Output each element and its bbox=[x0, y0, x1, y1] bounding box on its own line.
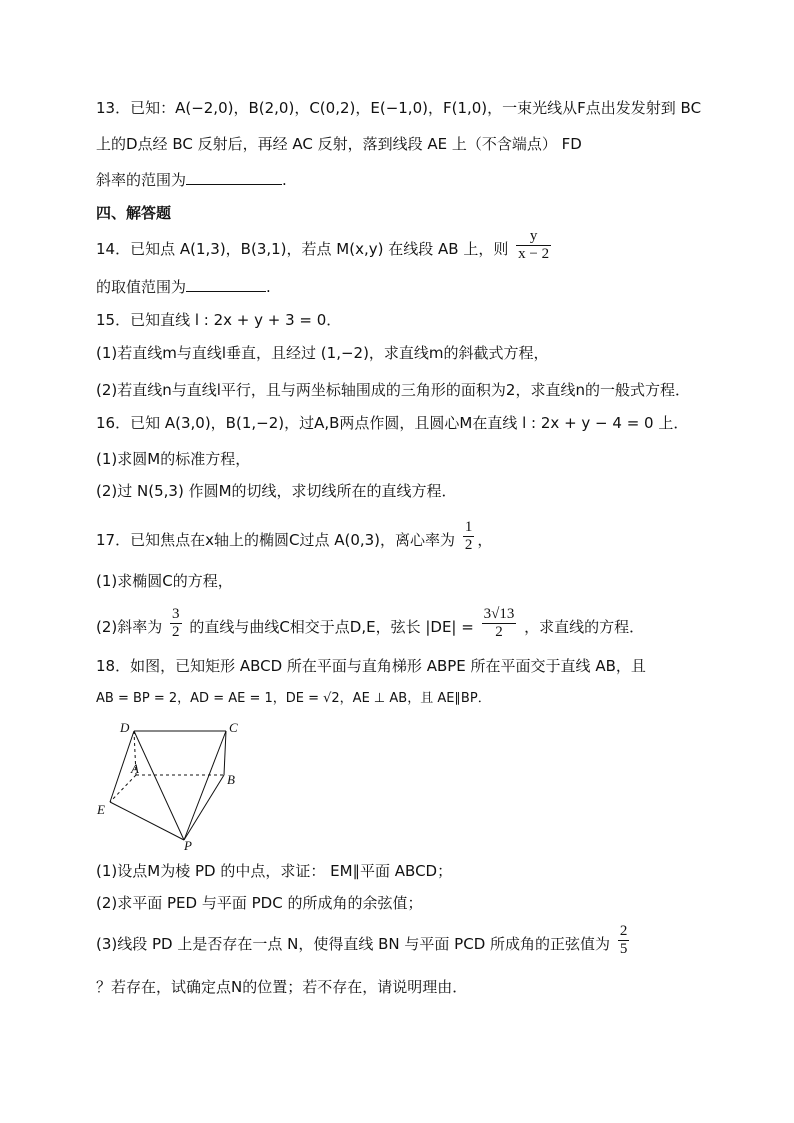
geometry-figure bbox=[92, 714, 252, 854]
q18-stem1: 18．如图，已知矩形 ABCD 所在平面与直角梯形 ABPE 所在平面交于直线 AB，且 bbox=[96, 657, 646, 675]
answer-blank bbox=[186, 170, 282, 185]
q17-part2 bbox=[96, 606, 645, 641]
q17-chord-den: 2 bbox=[482, 623, 517, 641]
q17-slope-den: 2 bbox=[172, 624, 180, 640]
q14-frac-num: y bbox=[529, 228, 538, 244]
q18-part3-a: (3)线段 PD 上是否存在一点 N，使得直线 BN 与平面 PCD 所成角的正弦值为 bbox=[96, 935, 611, 953]
q18-part3-cont: ？若存在，试确定点N的位置；若不存在，请说明理由． bbox=[96, 978, 468, 996]
q16-stem: 16．已知 A(3,0)，B(1,−2)，过A,B两点作圆，且圆心M在直线 l : 2x + y − 4 = 0 上． bbox=[96, 414, 689, 432]
edge-EP bbox=[110, 802, 184, 840]
q18-sin-fraction bbox=[618, 923, 630, 958]
q14-line2-text: 的取值范围为 bbox=[96, 278, 187, 296]
label-B: B bbox=[227, 772, 235, 787]
q15-part1: (1)若直线m与直线l垂直，且经过 (1,−2)，求直线m的斜截式方程， bbox=[96, 344, 549, 362]
q17-part2-c: ，求直线的方程． bbox=[524, 618, 645, 636]
q17-part1: (1)求椭圆C的方程， bbox=[96, 572, 233, 590]
edge-BP bbox=[184, 775, 224, 840]
q15-part2: (2)若直线n与直线l平行，且与两坐标轴围成的三角形的面积为2，求直线n的一般式方程． bbox=[96, 381, 690, 399]
q17-stem: 17．已知焦点在x轴上的椭圆C过点 A(0,3)，离心率为 $\frac{1}{2}$ ， bbox=[96, 519, 493, 553]
solid-figure-svg bbox=[92, 714, 252, 854]
q17-part2-b: 的直线与曲线C相交于点D,E，弦长 |DE| = bbox=[189, 618, 474, 636]
q18-stem2: AB = BP = 2，AD = AE = 1，DE = √2，AE ⊥ AB，且 AE∥BP． bbox=[96, 691, 491, 706]
label-E: E bbox=[97, 802, 105, 817]
q17-slope-fraction bbox=[170, 606, 182, 641]
edge-CB bbox=[224, 731, 226, 775]
q16-part1: (1)求圆M的标准方程， bbox=[96, 450, 251, 468]
q17-stem-text: 17．已知焦点在x轴上的椭圆C过点 A(0,3)，离心率为 bbox=[96, 531, 456, 549]
q14-frac-den: x − 2 bbox=[518, 246, 550, 262]
q18-part3 bbox=[96, 923, 632, 958]
q13-line2: 上的D点经 BC 反射后，再经 AC 反射，落到线段 AE 上（不含端点） FD bbox=[96, 135, 582, 153]
answer-blank bbox=[186, 277, 266, 292]
q13-line1: 13．已知：A(−2,0)，B(2,0)，C(0,2)，E(−1,0)，F(1,0)，一束光线从F点出发发射到 BC bbox=[96, 99, 702, 117]
q16-part2: (2)过 N(5,3) 作圆M的切线，求切线所在的直线方程． bbox=[96, 482, 457, 500]
q18-part2: (2)求平面 PED 与平面 PDC 的所成角的余弦值； bbox=[96, 894, 423, 912]
edge-CP bbox=[184, 731, 226, 840]
q17-chord-num: 3√13 bbox=[483, 606, 515, 622]
q17-slope-num: 3 bbox=[172, 606, 180, 622]
edge-DP bbox=[134, 731, 184, 840]
q14-line1-text: 14．已知点 A(1,3)，B(3,1)，若点 M(x,y) 在线段 AB 上，则 bbox=[96, 240, 509, 258]
label-C: C bbox=[229, 720, 238, 735]
q18-sin-den: 5 bbox=[619, 941, 628, 957]
q14-line2: 的取值范围为 . bbox=[96, 278, 271, 296]
label-P: P bbox=[184, 838, 192, 853]
q13-line3: 斜率的范围为 . bbox=[96, 171, 287, 189]
label-D: D bbox=[120, 720, 130, 735]
edge-AE-hidden bbox=[110, 775, 136, 802]
q17-ecc-fraction bbox=[463, 519, 475, 554]
label-A: A bbox=[131, 761, 139, 776]
q15-stem: 15．已知直线 l : 2x + y + 3 = 0． bbox=[96, 311, 342, 329]
q14-fraction bbox=[516, 228, 551, 263]
q17-ecc-num: 1 bbox=[464, 519, 473, 535]
q17-ecc-den: 2 bbox=[464, 537, 473, 553]
section-title: 四、解答题 bbox=[96, 204, 172, 222]
q17-part2-a: (2)斜率为 bbox=[96, 618, 163, 636]
q18-sin-num: 2 bbox=[619, 923, 628, 939]
q13-line3-text: 斜率的范围为 bbox=[96, 171, 187, 189]
q18-part1: (1)设点M为棱 PD 的中点，求证： EM∥平面 ABCD； bbox=[96, 862, 453, 880]
q17-chord-fraction bbox=[482, 606, 517, 641]
q14-line1 bbox=[96, 228, 554, 263]
